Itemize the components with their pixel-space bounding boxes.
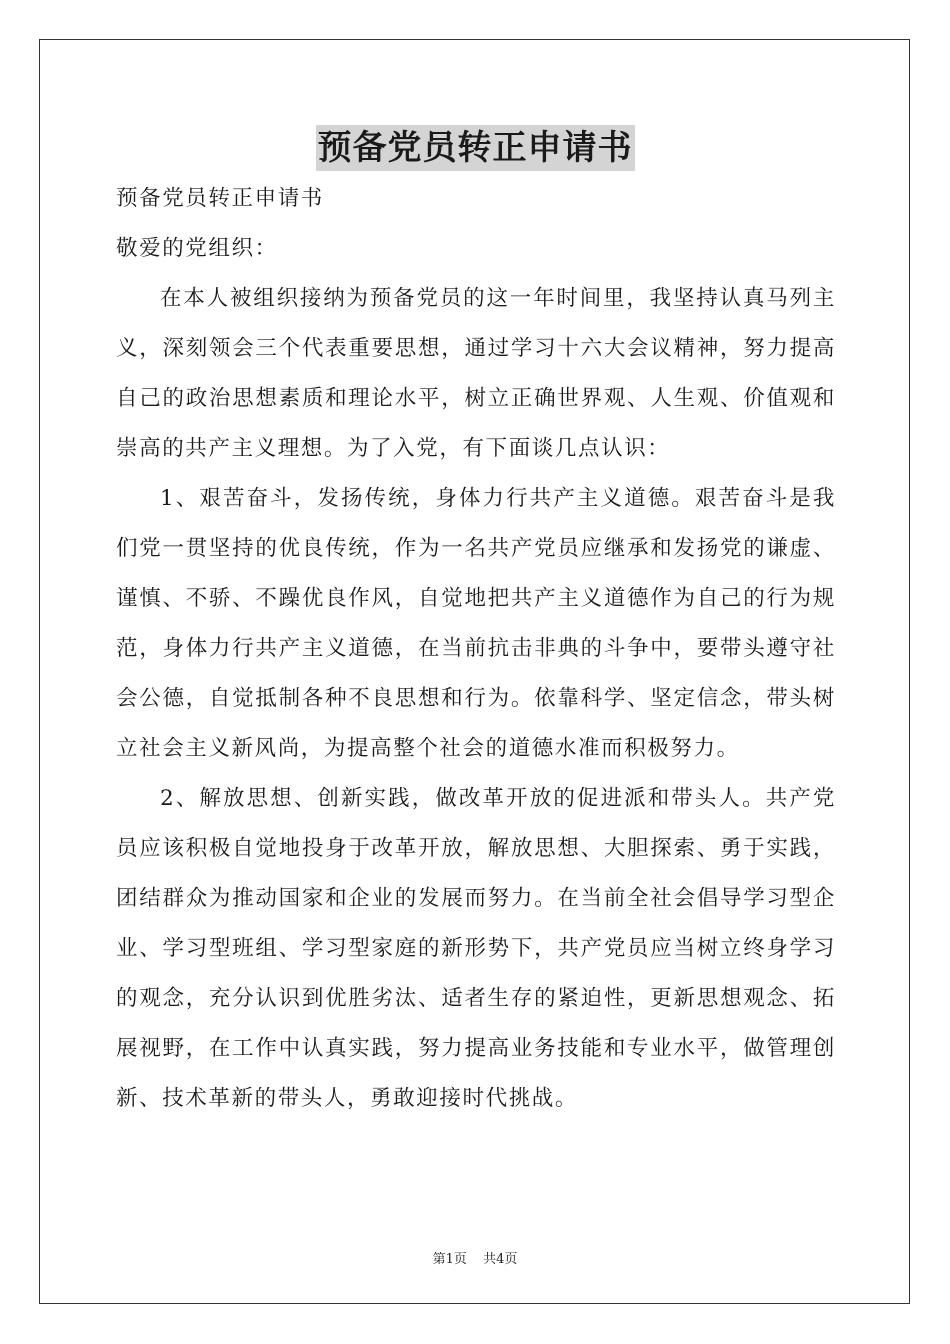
paragraph-intro: 在本人被组织接纳为预备党员的这一年时间里，我坚持认真马列主义，深刻领会三个代表重要思想，通过学习十六大会议精神，努力提高自己的政治思想素质和理论水平，树立正确世界观、人生观、价值观和崇高的共产主义理想。为了入党，有下面谈几点认识： bbox=[116, 286, 836, 461]
title-container bbox=[0, 125, 950, 171]
paragraph-point-1: 1、艰苦奋斗，发扬传统，身体力行共产主义道德。艰苦奋斗是我们党一贯坚持的优良传统，作为一名共产党员应继承和发扬党的谦虚、谨慎、不骄、不躁优良作风，自觉地把共产主义道德作为自己的行为规范，身体力行共产主义道德，在当前抗击非典的斗争中，要带头遵守社会公德，自觉抵制各种不良思想和行为。依靠科学、坚定信念，带头树立社会主义新风尚，为提高整个社会的道德水准而积极努力。 bbox=[116, 486, 836, 761]
document-body bbox=[116, 174, 836, 1124]
page-footer bbox=[0, 1248, 950, 1267]
salutation: 敬爱的党组织： bbox=[116, 236, 278, 261]
page-number: 第1页 bbox=[432, 1252, 467, 1267]
page-total: 共4页 bbox=[483, 1252, 518, 1267]
document-subtitle: 预备党员转正申请书 bbox=[116, 186, 324, 211]
document-title: 预备党员转正申请书 bbox=[316, 125, 635, 171]
paragraph-point-2: 2、解放思想、创新实践，做改革开放的促进派和带头人。共产党员应该积极自觉地投身于改革开放，解放思想、大胆探索、勇于实践，团结群众为推动国家和企业的发展而努力。在当前全社会倡导学习型企业、学习型班组、学习型家庭的新形势下，共产党员应当树立终身学习的观念，充分认识到优胜劣汰、适者生存的紧迫性，更新思想观念、拓展视野，在工作中认真实践，努力提高业务技能和专业水平，做管理创新、技术革新的带头人，勇敢迎接时代挑战。 bbox=[116, 786, 836, 1111]
